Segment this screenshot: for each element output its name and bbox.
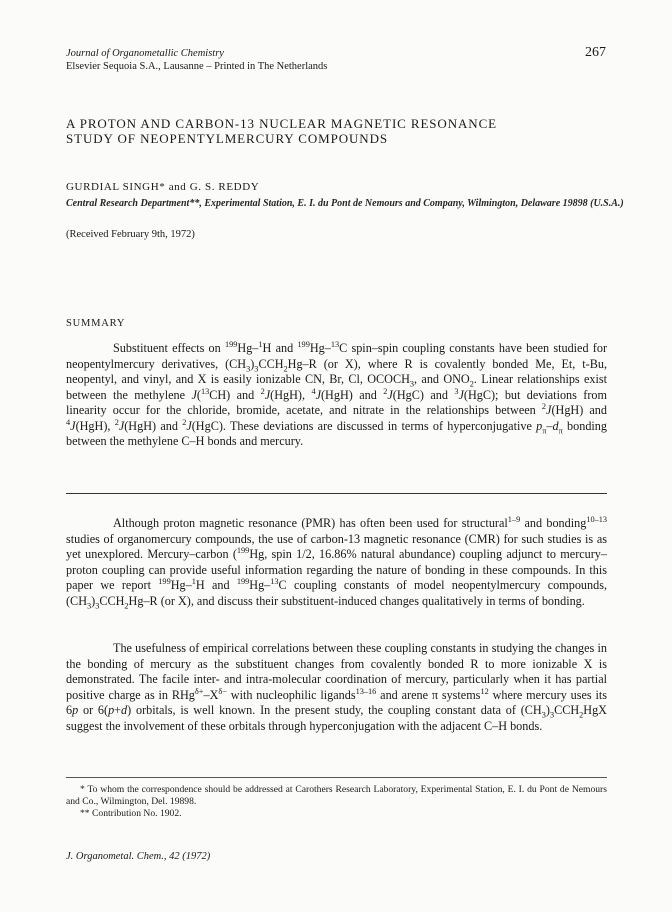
- title-line-1: A PROTON AND CARBON-13 NUCLEAR MAGNETIC RESONANCE: [66, 116, 497, 131]
- body-paragraph: Although proton magnetic resonance (PMR) has often been used for structural$^{1-9}$ and bonding$^{10-13}$ studies of organomercury compounds, the use of carbon-13 magnetic resonance (CMR) for such studies is as yet unexplored. Mercury–carbon ($^{199}$Hg, spin 1/2, 16.86% natural abundance) coupling adjunct to mercury–proton coupling can provide useful information regarding the nature of bonding in these compounds. In this paper we report $^{199}$Hg–$^1$H and $^{199}$Hg–$^{13}$C coupling constants of model neopentylmercury compounds, $(CH_3)_3CCH_2Hg-R$ (or X), and discuss their substituent-induced changes qualitatively in terms of bonding.: [66, 514, 608, 610]
- footnote-text: * To whom the correspondence should be addressed at Carothers Research Laboratory, Experimental Station, E. I. du Pont de Nemours and Co., Wilmington, Del. 19898.: [66, 784, 607, 807]
- page-number: 267: [585, 45, 606, 60]
- received-date: (Received February 9th, 1972): [66, 229, 195, 240]
- footnote: [66, 808, 607, 820]
- footnotes: [66, 784, 607, 820]
- authors: GURDIAL SINGH* and G. S. REDDY: [66, 181, 260, 193]
- footnote-text: ** Contribution No. 1902.: [80, 808, 182, 819]
- footnote-divider: [66, 777, 607, 778]
- journal-citation: J. Organometal. Chem., 42 (1972): [66, 851, 211, 862]
- publisher-line: Elsevier Sequoia S.A., Lausanne – Printed in The Netherlands: [66, 61, 328, 72]
- summary-paragraph: Substituent effects on $^{199}$Hg–$^1$H and $^{199}$Hg–$^{13}$C spin–spin coupling constants have been studied for neopentylmercury derivatives, $(CH_3)_3CCH_2Hg-R$ (or X), where R is covalently bonded Me, Et, t-Bu, neopentyl, and vinyl, and X is easily ionizable CN, Br, Cl, $OCOCH_3$, and $ONO_2$. Linear relationships exist between the methylene J($^{13}$CH) and $^2$J(HgH), $^4$J(HgH) and $^2$J(HgC) and $^3$J(HgC); but deviations from linearity occur for the chloride, bromide, acetate, and nitrate in the relationships between $^2$J(HgH) and $^4$J(HgH), $^2$J(HgH) and $^2$J(HgC). These deviations are discussed in terms of hyperconjugative $p_\pi-d_\pi$ bonding between the methylene C–H bonds and mercury.: [66, 339, 608, 448]
- summary-heading: SUMMARY: [66, 318, 126, 329]
- article-title: [66, 116, 626, 146]
- body-paragraph: The usefulness of empirical correlations between these coupling constants in studying the changes in the bonding of mercury as the substituent changes from covalently bonded R to more ionizable X is demonstrated. The facile inter- and intra-molecular coordination of mercury, particularly when it has partial positive charge as in $RHg^{\delta+}-X^{\delta-}$ with nucleophilic ligands$^{13-16}$ and arene π systems$^{12}$ where mercury uses its 6p or 6(p+d) orbitals, is well known. In the present study, the coupling constant data of $(CH_3)_3CCH_2HgX$ suggest the involvement of these orbitals through hyperconjugation with the adjacent C–H bonds.: [66, 641, 607, 733]
- title-line-2: STUDY OF NEOPENTYLMERCURY COMPOUNDS: [66, 131, 388, 146]
- affiliation: Central Research Department**, Experimental Station, E. I. du Pont de Nemours and Company, Wilmington, Delaware 19898 (U.S.A.): [66, 198, 624, 209]
- section-divider: [66, 493, 607, 494]
- journal-name: Journal of Organometallic Chemistry: [66, 48, 224, 59]
- footnote: [66, 784, 607, 808]
